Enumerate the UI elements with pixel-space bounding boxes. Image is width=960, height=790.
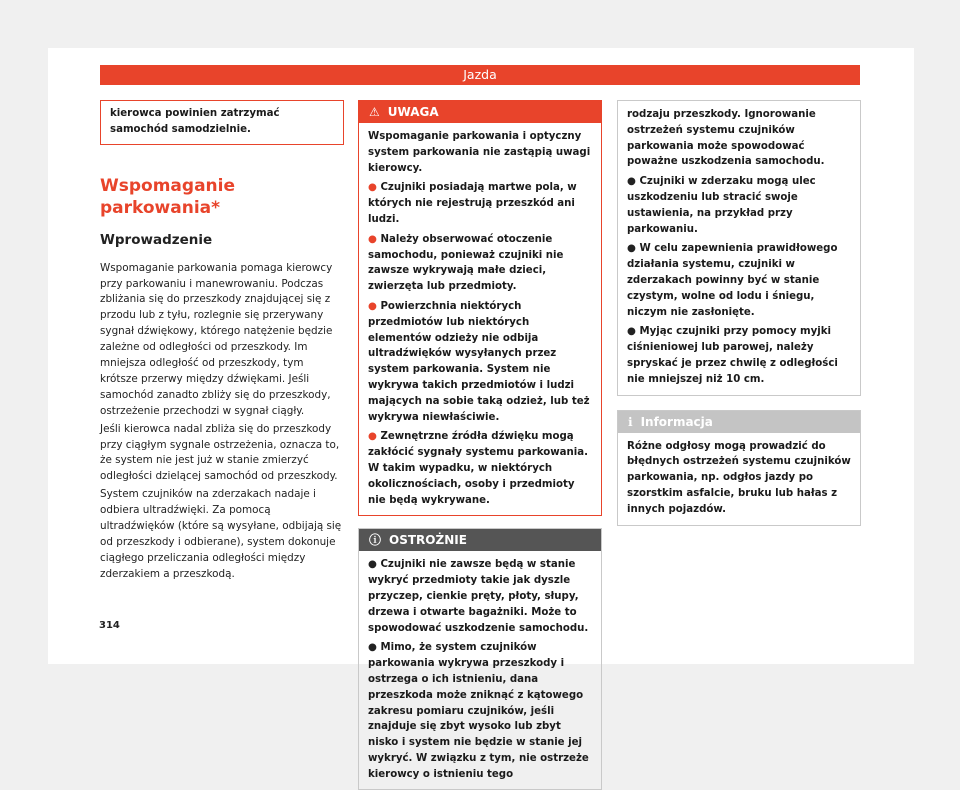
caution-body [359,551,601,789]
section-title: Wspomaganie parkowania* [100,175,236,218]
warning-title: UWAGA [387,105,439,119]
column-right [617,100,861,526]
column-left [100,100,344,585]
caution-bullet: ● Mimo, że system czujników parkowania wykrywa przeszkody i ostrzega o ich istnieniu, dana przeszkoda może zniknąć z kątowego zakresu pomiaru czujników, jeśli znajduje się zbyt wysoko lub zbyt nisko i system nie będzie w stanie jej wykryć. W związku z tym, nie ostrzeże kierowcy o istnieniu tego [368,642,589,780]
warning-bullet: ● Powierzchnia niektórych przedmiotów lub niektórych elementów odzieży nie odbija ultradźwięków wysyłanych przez system parkowania. System nie wykrywa takich przedmiotów i ludzi mających na sobie taką odzież, lub też wykrywa niewłaściwie. [368,300,590,423]
info-body: Różne odgłosy mogą prowadzić do błędnych ostrzeżeń systemu czujników parkowania, np. odgłos jazdy po szorstkim asfalcie, bruku lub hałas z innych pojazdów. [627,440,851,515]
caution-continued-text: rodzaju przeszkody. Ignorowanie ostrzeżeń systemu czujników parkowania może spowodować poważne uszkodzenia samochodu. [627,109,825,168]
caution-bullet: ● Czujniki nie zawsze będą w stanie wykryć przedmioty takie jak dyszle przyczep, cienkie pręty, płoty, słupy, drzewa i otwarte bagażniki. Może to spowodować uszkodzenie samochodu. [368,559,589,634]
warning-bullet: ● Zewnętrzne źródła dźwięku mogą zakłócić sygnały systemu parkowania. W takim wypadku, w niektórych okolicznościach, osoby i przedmioty nie będą wykrywane. [368,431,588,506]
info-title: Informacja [640,414,713,429]
continued-warning-box [100,100,344,145]
caution-continued-box [617,100,861,396]
caution-header [359,529,601,551]
warning-box [358,100,602,516]
caution-title: OSTROŻNIE [389,533,467,548]
warning-body [359,123,601,515]
page-number: 314 [99,620,120,631]
chapter-header: Jazda [100,65,860,85]
info-icon: ℹ [628,414,633,429]
caution-continued-bullet: ● Myjąc czujniki przy pomocy myjki ciśnieniowej lub parowej, należy spryskać je przez chwilę z odległości nie mniejszej niż 10 cm. [627,326,838,385]
continued-warning-text: kierowca powinien zatrzymać samochód samodzielnie. [110,108,280,135]
warning-bullet: ● Czujniki posiadają martwe pola, w których nie rejestrują przeszkód ani ludzi. [368,182,577,225]
subsection-title: Wprowadzenie [100,231,213,248]
caution-continued-body [618,101,860,395]
caution-continued-bullet: ● Czujniki w zderzaku mogą ulec uszkodzeniu lub stracić swoje ustawienia, na przykład przy parkowaniu. [627,176,816,235]
warning-header [359,101,601,123]
warning-triangle-icon: ⚠ [369,105,380,119]
intro-paragraph-3: System czujników na zderzakach nadaje i odbiera ultradźwięki. Za pomocą ultradźwięków (które są wysyłane, odbijają się od przeszkody i odbierane), system dokonuje ciągłego przeliczania odległości między zderzakiem a przeszkodą. [100,488,342,580]
info-box [617,410,861,526]
caution-continued-bullet: ● W celu zapewnienia prawidłowego działania systemu, czujniki w zderzakach powinny być w stanie czystym, wolne od lodu i śniegu, niczym nie zasłonięte. [627,243,838,318]
intro-paragraph-2: Jeśli kierowca nadal zbliża się do przeszkody przy ciągłym sygnale ostrzeżenia, oznacza to, że system nie jest już w stanie zmierzyć odległości dzielącej samochód od przeszkody. [100,422,340,483]
column-middle [358,100,602,790]
warning-intro: Wspomaganie parkowania i optyczny system parkowania nie zastąpią uwagi kierowcy. [368,131,591,174]
warning-bullet: ● Należy obserwować otoczenie samochodu, ponieważ czujniki nie zawsze wykrywają małe dzieci, zwierzęta lub przedmioty. [368,233,564,293]
caution-box [358,528,602,790]
info-header [618,411,860,433]
intro-paragraph-1: Wspomaganie parkowania pomaga kierowcy przy parkowaniu i manewrowaniu. Podczas zbliżania się do przeszkody znajdującej się z przodu lub z tyłu, rozlegnie się przerywany sygnał dźwiękowy, którego natężenie będzie zależne od odległości od przeszkody. Im mniejsza odległość od przeszkody, tym krótsze przerwy między dźwiękami. Jeśli samochód zanadto zbliży się do przeszkody, ostrzeżenie przechodzi w sygnał ciągły. [100,261,333,417]
caution-circle-icon: ⓘ [369,533,382,548]
